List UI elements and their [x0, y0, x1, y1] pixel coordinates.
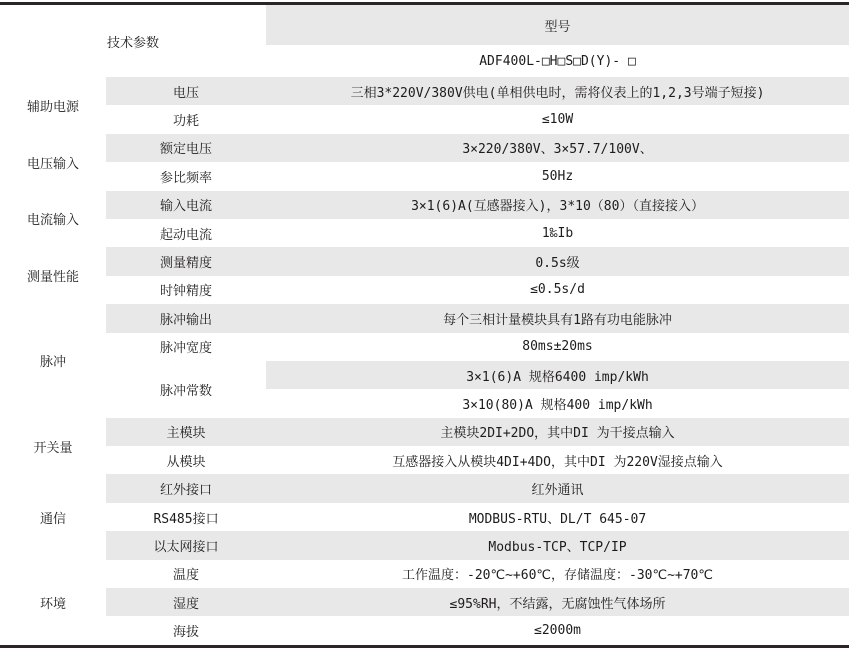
- category-pulse: 脉冲: [39, 355, 66, 371]
- param-altitude: 海拔: [173, 625, 200, 641]
- value-main-module: 主模块2DI+2DO，其中DI 为干接点输入: [266, 418, 849, 446]
- category-current-input: 电流输入: [26, 213, 79, 229]
- value-slave-module: 互感器接入从模块4DI+4DO，其中DI 为220V湿接点输入: [392, 454, 723, 470]
- tech-params-header: 技术参数: [107, 35, 160, 51]
- param-ethernet-port: 以太网接口: [106, 531, 266, 559]
- category-measurement-performance: 测量性能: [26, 270, 79, 286]
- category-environment: 环境: [39, 596, 66, 612]
- value-humidity: ≤95%RH，不结露，无腐蚀性气体场所: [266, 588, 849, 616]
- param-starting-current: 起动电流: [160, 227, 213, 243]
- value-pulse-output: 每个三相计量模块具有1路有功电能脉冲: [266, 304, 849, 332]
- category-communication: 通信: [39, 511, 66, 527]
- model-header: 型号: [266, 4, 849, 46]
- param-humidity: 湿度: [106, 588, 266, 616]
- param-slave-module: 从模块: [166, 454, 206, 470]
- param-voltage: 电压: [106, 77, 266, 105]
- value-pulse-constant-2: 3×10(80)A 规格400 imp/kWh: [462, 397, 653, 413]
- param-reference-frequency: 参比频率: [160, 170, 213, 186]
- category-switching: 开关量: [33, 440, 73, 456]
- category-auxiliary-power: 辅助电源: [26, 99, 79, 115]
- param-power-consumption: 功耗: [173, 114, 200, 130]
- param-pulse-width: 脉冲宽度: [160, 341, 213, 357]
- value-rs485-port: MODBUS-RTU、DL/T 645-07: [468, 511, 647, 527]
- param-main-module: 主模块: [106, 418, 266, 446]
- param-infrared-port: 红外接口: [106, 474, 266, 502]
- value-power-consumption: ≤10W: [541, 112, 574, 128]
- value-pulse-width: 80ms±20ms: [522, 339, 593, 355]
- param-clock-accuracy: 时钟精度: [160, 284, 213, 300]
- value-voltage: 三相3*220V/380V供电(单相供电时，需将仪表上的1,2,3号端子短接): [266, 77, 849, 105]
- value-measurement-accuracy: 0.5s级: [266, 247, 849, 275]
- category-voltage-input: 电压输入: [26, 156, 79, 172]
- value-altitude: ≤2000m: [534, 623, 581, 639]
- param-temperature: 温度: [173, 568, 200, 584]
- model-number: ADF400L-□H□S□D(Y)- □: [479, 53, 636, 69]
- value-temperature: 工作温度：-20℃~+60℃，存储温度：-30℃~+70℃: [402, 568, 713, 584]
- value-starting-current: 1‰Ib: [541, 225, 574, 241]
- value-input-current: 3×1(6)A(互感器接入)，3*10（80）（直接接入）: [266, 191, 849, 219]
- param-pulse-output: 脉冲输出: [106, 304, 266, 332]
- value-clock-accuracy: ≤0.5s/d: [530, 282, 585, 298]
- value-pulse-constant-1: 3×1(6)A 规格6400 imp/kWh: [266, 361, 849, 389]
- param-input-current: 输入电流: [106, 191, 266, 219]
- param-pulse-constant: 脉冲常数: [160, 383, 213, 399]
- value-infrared-port: 红外通讯: [266, 474, 849, 502]
- value-rated-voltage: 3×220/380V、3×57.7/100V、: [266, 134, 849, 162]
- value-ethernet-port: Modbus-TCP、TCP/IP: [266, 531, 849, 559]
- param-measurement-accuracy: 测量精度: [106, 247, 266, 275]
- spec-table: [0, 2, 849, 648]
- param-rs485-port: RS485接口: [153, 511, 219, 527]
- param-rated-voltage: 额定电压: [106, 134, 266, 162]
- value-reference-frequency: 50Hz: [541, 168, 574, 184]
